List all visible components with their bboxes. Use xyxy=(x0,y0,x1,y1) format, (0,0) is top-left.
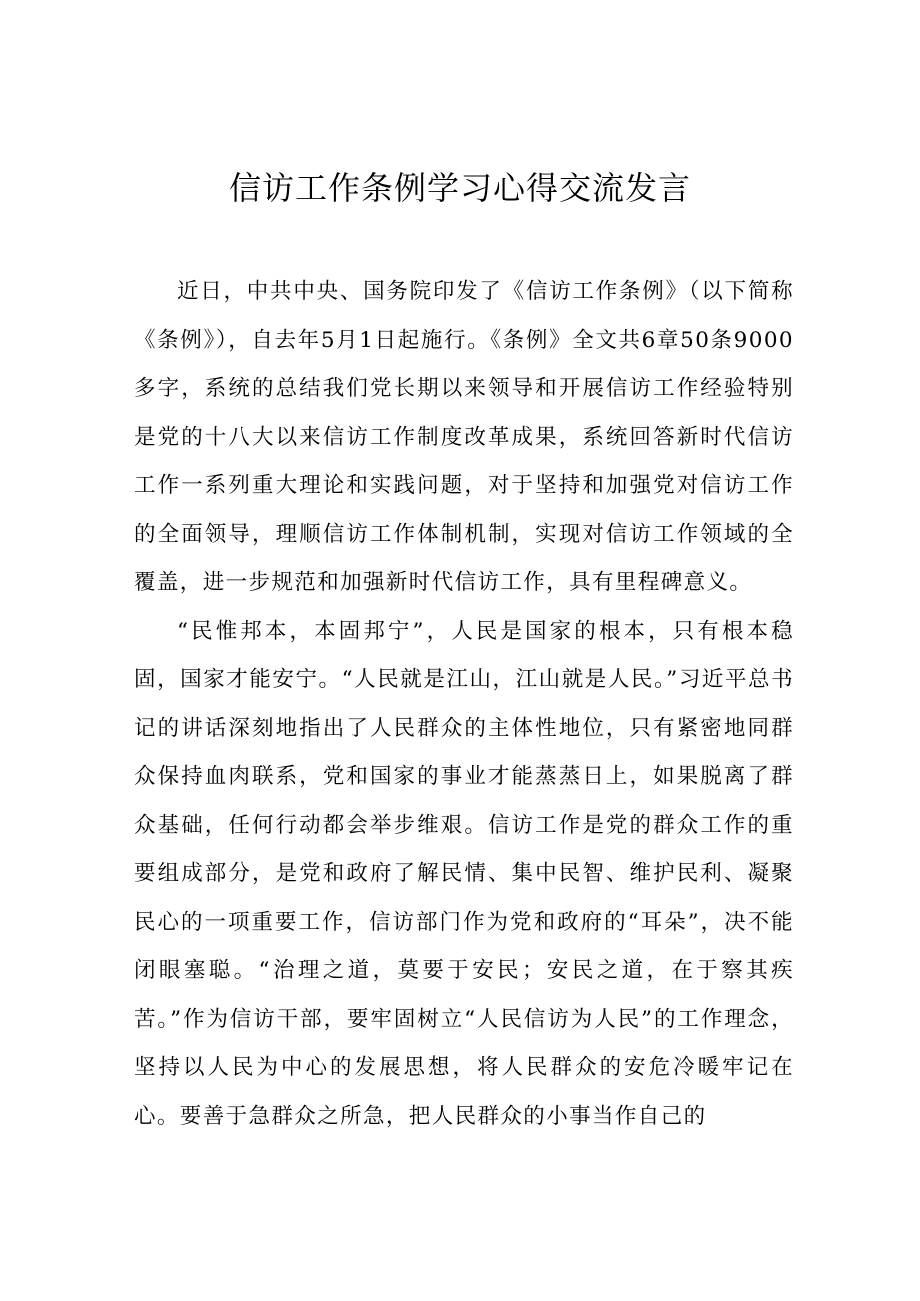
document-body xyxy=(134,268,794,1141)
paragraph-1: 近日，中共中央、国务院印发了《信访工作条例》（以下简称《条例》），自去年5月1日起施行。《条例》全文共6章50条9000多字，系统的总结我们党长期以来领导和开展信访工作经验特别是党的十八大以来信访工作制度改革成果，系统回答新时代信访工作一系列重大理论和实践问题，对于坚持和加强党对信访工作的全面领导，理顺信访工作体制机制，实现对信访工作领域的全覆盖，进一步规范和加强新时代信访工作，具有里程碑意义。 xyxy=(134,279,794,595)
document-title: 信访工作条例学习心得交流发言 xyxy=(228,169,691,207)
paragraph-2: “民惟邦本，本固邦宁”，人民是国家的根本，只有根本稳固，国家才能安宁。“人民就是江山，江山就是人民。”习近平总书记的讲话深刻地指出了人民群众的主体性地位，只有紧密地同群众保持血肉联系，党和国家的事业才能蒸蒸日上，如果脱离了群众基础，任何行动都会举步维艰。信访工作是党的群众工作的重要组成部分，是党和政府了解民情、集中民智、维护民利、凝聚民心的一项重要工作，信访部门作为党和政府的“耳朵”，决不能闭眼塞聪。“治理之道，莫要于安民；安民之道，在于察其疾苦。”作为信访干部，要牢固树立“人民信访为人民”的工作理念，坚持以人民为中心的发展思想，将人民群众的安危冷暖牢记在心。要善于急群众之所急，把人民群众的小事当作自己的 xyxy=(134,618,794,1129)
